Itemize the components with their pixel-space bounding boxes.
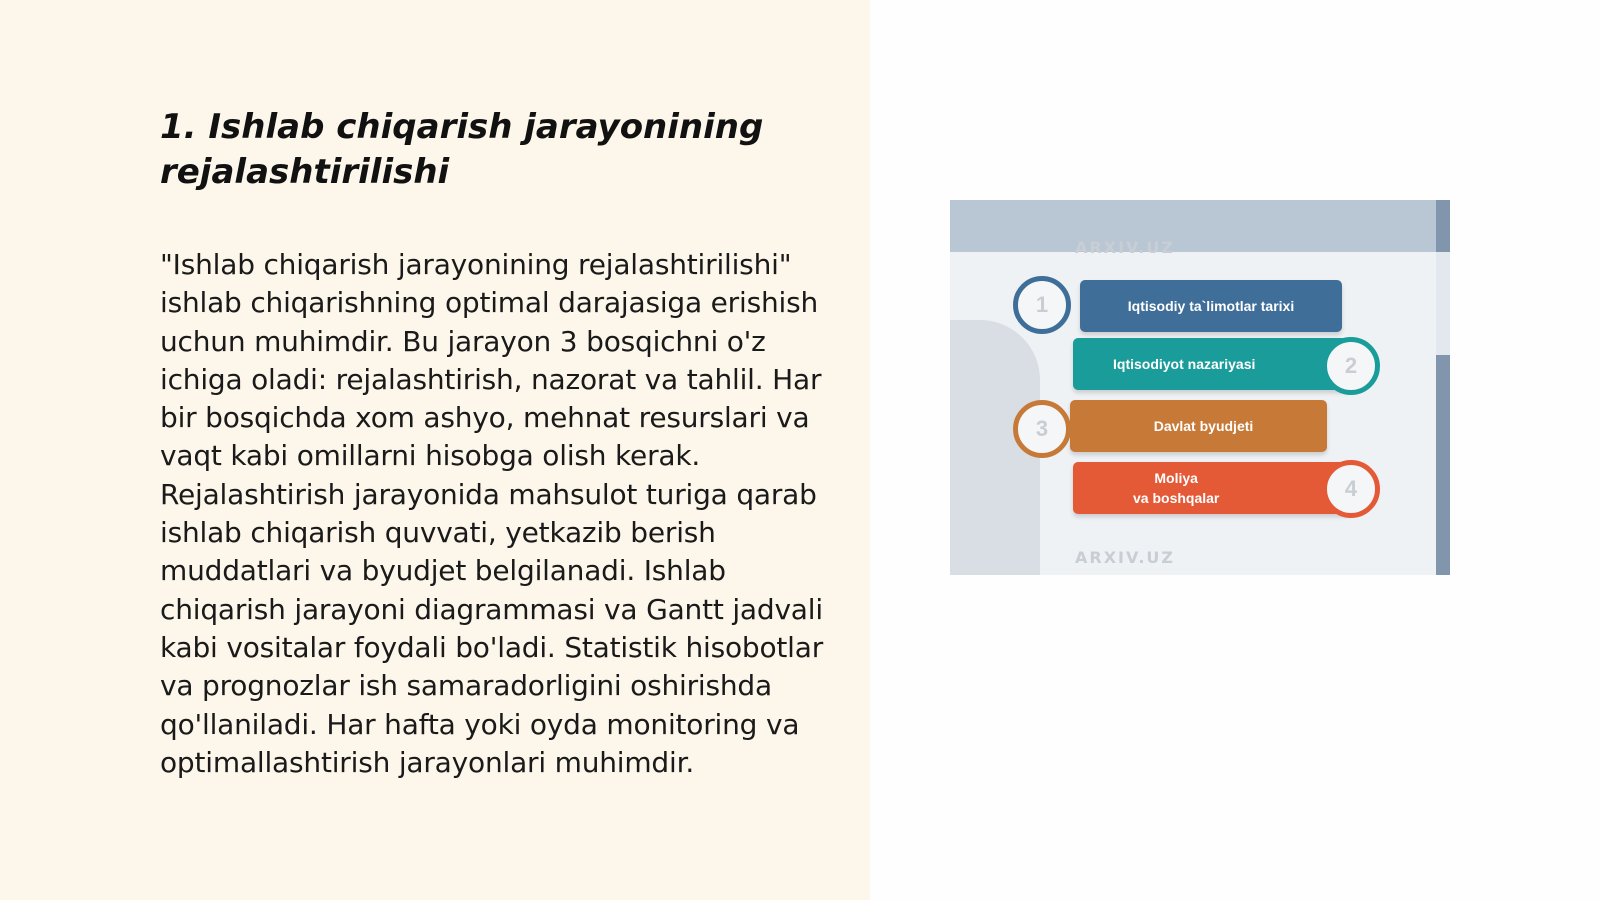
watermark-bottom: ARXIV.UZ: [1075, 548, 1175, 567]
diagram-item-1-number-badge: 1: [1013, 276, 1071, 334]
diagram-item-4-label: Moliya va boshqalar: [1133, 470, 1220, 506]
figure-header-bar: [950, 200, 1438, 252]
figure-side-stripe-light: [1436, 252, 1450, 355]
diagram-item-2-number-badge: 2: [1322, 337, 1380, 395]
diagram-image: [950, 200, 1450, 575]
diagram-item-3-label: Davlat byudjeti: [1153, 418, 1254, 434]
diagram-item-1-label: Iqtisodiy ta`limotlar tarixi: [1127, 298, 1295, 314]
diagram-item-4: [1073, 462, 1353, 514]
watermark-top: ARXIV.UZ: [1075, 238, 1175, 257]
diagram-item-4-number-badge: 4: [1322, 460, 1380, 518]
diagram-item-2-label: Iqtisodiyot nazariyasi: [1113, 356, 1256, 372]
slide-body-text: "Ishlab chiqarish jarayonining rejalashtirilishi" ishlab chiqarishning optimal darajasiga erishish uchun muhimdir. Bu jarayon 3 bosqichni o'z ichiga oladi: rejalashtirish, nazorat va tahlil. Har bir bosqichda xom ashyo, mehnat resurslari va vaqt kabi omillarni hisobga olish kerak. Rejalashtirish jarayonida mahsulot turiga qarab ishlab chiqarish quvvati, yetkazib berish muddatlari va byudjet belgilanadi. Ishlab chiqarish jarayoni diagrammasi va Gantt jadvali kabi vositalar foydali bo'ladi. Statistik hisobotlar va prognozlar ish samaradorligini oshirishda qo'llaniladi. Har hafta yoki oyda monitoring va optimallashtirish jarayonlari muhimdir.: [160, 248, 824, 779]
diagram-item-3-number-badge: 3: [1013, 400, 1071, 458]
diagram-item-1: [1080, 280, 1342, 332]
slide-title: 1. Ishlab chiqarish jarayonining rejalashtirilishi: [160, 107, 764, 192]
diagram-item-2: [1073, 338, 1353, 390]
diagram-item-3: [1070, 400, 1327, 452]
